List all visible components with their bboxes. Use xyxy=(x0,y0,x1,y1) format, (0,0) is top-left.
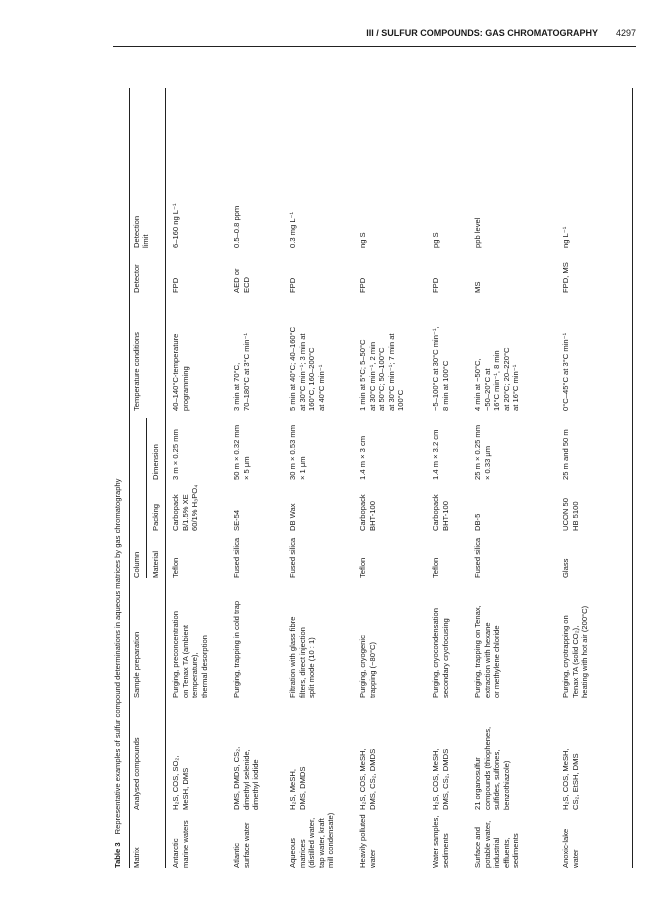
detection-limit-cell: pg S xyxy=(431,232,440,248)
matrix-cell: (distilled water, xyxy=(307,817,317,868)
header-detector: Detector xyxy=(132,264,141,293)
sample-prep-cell: Purging, trapping on Tenax, xyxy=(473,605,482,698)
packing-cell: DB Wax xyxy=(288,503,297,531)
detection-limit-cell: 6–160 ng L⁻¹ xyxy=(171,203,180,248)
temperature-cell: 3 min at 70°C, xyxy=(232,362,241,411)
packing-cell: BHT-100 xyxy=(367,501,377,531)
header-rule xyxy=(113,46,636,47)
dimension-cell: 50 m × 0.32 mm xyxy=(232,424,241,480)
running-header xyxy=(0,28,636,46)
compounds-cell: compounds (thiophenes, xyxy=(482,726,492,810)
matrix-cell: water xyxy=(367,849,377,868)
material-cell: Glass xyxy=(561,558,570,578)
sample-prep-cell: extraction with hexane xyxy=(482,622,492,698)
matrix-cell: Aqueous xyxy=(288,838,297,868)
temperature-cell: −5–100°C at 30°C min⁻¹, xyxy=(431,326,440,411)
matrix-cell: Atlantic xyxy=(232,843,241,868)
matrix-cell: matrices xyxy=(297,839,307,868)
temperature-cell: at 50°C; 50–100°C xyxy=(377,347,387,411)
header-detection-limit: Detection xyxy=(132,215,141,248)
packing-cell: HB 5100 xyxy=(570,501,580,531)
temperature-cell: −50–20°C at xyxy=(482,368,492,411)
matrix-cell: Surface and xyxy=(473,827,482,868)
matrix-cell: water xyxy=(570,849,580,868)
temperature-cell: at 30°C min⁻¹, 2 min xyxy=(367,341,377,411)
table-caption-text: Representative examples of sulfur compound determinations in aqueous matrices by gas chromatography xyxy=(113,478,122,835)
packing-cell: Carbopack xyxy=(171,494,180,531)
temperature-cell: 5 min at 40°C; 40–160°C xyxy=(288,326,297,411)
header-matrix: Matrix xyxy=(132,847,141,868)
temperature-cell: at 30°C min⁻¹; 7 min at xyxy=(386,333,396,411)
page-number: 4297 xyxy=(615,28,636,38)
running-title: III / SULFUR COMPOUNDS: GAS CHROMATOGRAPHY xyxy=(366,28,598,38)
matrix-cell: mill condensate) xyxy=(326,812,336,868)
matrix-cell: sediments xyxy=(511,833,521,868)
header-sample-prep: Sample preparation xyxy=(132,631,141,698)
sample-prep-cell: or methylene chloride xyxy=(492,625,502,698)
sample-prep-cell: filters, direct injection xyxy=(297,627,307,698)
compounds-cell: 21 organosulfur xyxy=(473,757,482,810)
header-dimension: Dimension xyxy=(151,444,160,480)
packing-cell: BHT-100 xyxy=(440,501,450,531)
matrix-cell: surface water xyxy=(241,822,251,868)
material-cell: Teflon xyxy=(171,557,180,578)
sample-prep-cell: trapping (−80°C) xyxy=(367,641,377,698)
sample-prep-cell: split mode (10 : 1) xyxy=(307,637,317,698)
sample-prep-cell: thermal desorption xyxy=(199,635,209,698)
dimension-cell: × 1 μm xyxy=(297,456,307,480)
temperature-cell: 1 min at 5°C; 5–50°C xyxy=(358,339,367,411)
sample-prep-cell: heating with hot air (200°C) xyxy=(580,605,590,698)
matrix-cell: Water samples, xyxy=(431,815,440,868)
header-packing: Packing xyxy=(151,503,160,531)
temperature-cell: 40–140°C-temperature xyxy=(171,333,180,411)
matrix-cell: industrial xyxy=(492,837,502,868)
packing-cell: DB-5 xyxy=(473,513,482,531)
compounds-cell: dimethyl iodide xyxy=(251,759,261,810)
compounds-cell: DMS, CS₂, DMDS xyxy=(440,748,450,810)
dimension-cell: 3 m × 0.25 mm xyxy=(171,429,180,480)
column-group-rule xyxy=(146,418,147,578)
material-cell: Teflon xyxy=(358,557,367,578)
compounds-cell: H₂S, COS, MeSH, xyxy=(358,748,367,810)
dimension-cell: × 5 μm xyxy=(241,456,251,480)
temperature-cell: at 40°C min⁻¹ xyxy=(316,364,326,411)
sample-prep-cell: temperature), xyxy=(190,652,200,698)
detector-cell: FPD xyxy=(358,277,367,293)
header-material: Material xyxy=(151,550,160,578)
matrix-cell: potable water, xyxy=(482,820,492,868)
sample-prep-cell: Purging, cryogenic xyxy=(358,635,367,698)
sample-prep-cell: Purging, cryocondensation xyxy=(431,608,440,698)
packing-cell: 60/1% H₃PO₄ xyxy=(190,484,200,531)
temperature-cell: at 30°C min⁻¹; 3 min at xyxy=(297,333,307,411)
table-bottom-rule xyxy=(632,88,633,868)
compounds-cell: DMS, DMDS, CS₂, xyxy=(232,746,241,810)
matrix-cell: Antarctic xyxy=(171,838,180,868)
material-cell: Fused silica xyxy=(288,537,297,578)
material-cell: Fused silica xyxy=(232,537,241,578)
dimension-cell: 1.4 m × 3.2 cm xyxy=(431,429,440,480)
compounds-cell: CS₂, EtSH, DMS xyxy=(570,753,580,810)
detection-limit-cell: 0.3 mg L⁻¹ xyxy=(288,211,297,248)
header-detection-limit-2: limit xyxy=(141,234,150,248)
detector-cell: ECD xyxy=(241,276,251,293)
temperature-cell: 160°C, 160–200°C xyxy=(307,347,317,411)
header-temperature: Temperature conditions xyxy=(132,332,141,411)
compounds-cell: DMS, DMDS xyxy=(297,766,307,810)
detection-limit-cell: ppb level xyxy=(473,217,482,248)
header-compounds: Analysed compounds xyxy=(132,737,141,810)
dimension-cell: 25 m × 0.25 mm xyxy=(473,424,482,480)
detector-cell: AED or xyxy=(232,268,241,293)
compounds-cell: MeSH, DMS xyxy=(180,767,190,810)
material-cell: Teflon xyxy=(431,557,440,578)
table-top-rule xyxy=(129,88,130,868)
table-label: Table 3 xyxy=(113,842,122,868)
packing-cell: B/1.5% XE xyxy=(180,494,190,531)
compounds-cell: H₂S, COS, MeSH, xyxy=(561,748,570,810)
temperature-cell: 100°C xyxy=(396,389,406,411)
temperature-cell: 4 min at −50°C, xyxy=(473,358,482,411)
sample-prep-cell: Purging, trapping in cold trap xyxy=(232,600,241,698)
sample-prep-cell: on Tenax TA (ambient xyxy=(180,624,190,698)
temperature-cell: at 16°C min⁻¹ xyxy=(511,364,521,411)
material-cell: Fused silica xyxy=(473,537,482,578)
temperature-cell: 8 min at 100°C xyxy=(440,360,450,411)
temperature-cell: 16°C min⁻¹, 8 min xyxy=(492,350,502,411)
compounds-cell: H₂S, MeSH, xyxy=(288,769,297,810)
compounds-cell: dimethyl selenide, xyxy=(241,749,251,810)
rotated-table xyxy=(113,88,633,868)
matrix-cell: effluents, xyxy=(501,837,511,868)
packing-cell: Carbopack xyxy=(431,494,440,531)
compounds-cell: H₂S, COS, MeSH, xyxy=(431,748,440,810)
table-header-rule xyxy=(165,88,166,868)
sample-prep-cell: Purging, preconcentration xyxy=(171,611,180,698)
detector-cell: FPD xyxy=(171,277,180,293)
detector-cell: FPD, MS xyxy=(561,262,570,293)
detector-cell: FPD xyxy=(288,277,297,293)
detection-limit-cell: ng S xyxy=(358,232,367,248)
sample-prep-cell: Tenax TA (solid CO₂), xyxy=(570,625,580,698)
matrix-cell: Anoxic-lake xyxy=(561,828,570,868)
dimension-cell: 25 m and 50 m xyxy=(561,429,570,480)
temperature-cell: 0°C–45°C at 3°C min⁻¹ xyxy=(561,332,570,411)
detector-cell: MS xyxy=(473,281,482,293)
compounds-cell: DMS, CS₂, DMDS xyxy=(367,748,377,810)
packing-cell: UCON 50 xyxy=(561,498,570,531)
compounds-cell: sulfides, sulfones, xyxy=(492,749,502,810)
table-caption xyxy=(113,88,127,868)
dimension-cell: × 0.33 μm xyxy=(482,445,492,480)
packing-cell: SE-54 xyxy=(232,509,241,531)
matrix-cell: tap water, kraft xyxy=(316,818,326,868)
detector-cell: FPD xyxy=(431,277,440,293)
temperature-cell: 70–180°C at 3°C min⁻¹ xyxy=(241,332,251,411)
dimension-cell: 1.4 m × 3 cm xyxy=(358,435,367,480)
dimension-cell: 30 m × 0.53 mm xyxy=(288,424,297,480)
header-column: Column xyxy=(132,551,141,578)
packing-cell: Carbopack xyxy=(358,494,367,531)
matrix-cell: Heavily polluted xyxy=(358,814,367,868)
sample-prep-cell: Filtration with glass fibre xyxy=(288,616,297,698)
compounds-cell: H₂S, COS, SO₂, xyxy=(171,755,180,810)
temperature-cell: programming xyxy=(180,366,190,411)
compounds-cell: benzothiazole) xyxy=(501,760,511,810)
temperature-cell: at 20°C; 20–220°C xyxy=(501,347,511,411)
detection-limit-cell: ng L⁻¹ xyxy=(561,226,570,248)
sample-prep-cell: Purging, cryotrapping on xyxy=(561,615,570,698)
detection-limit-cell: 0.5–0.8 ppm xyxy=(232,205,241,248)
matrix-cell: marine waters xyxy=(180,820,190,868)
matrix-cell: sediments xyxy=(440,833,450,868)
sample-prep-cell: secondary cryofocusing xyxy=(440,618,450,698)
